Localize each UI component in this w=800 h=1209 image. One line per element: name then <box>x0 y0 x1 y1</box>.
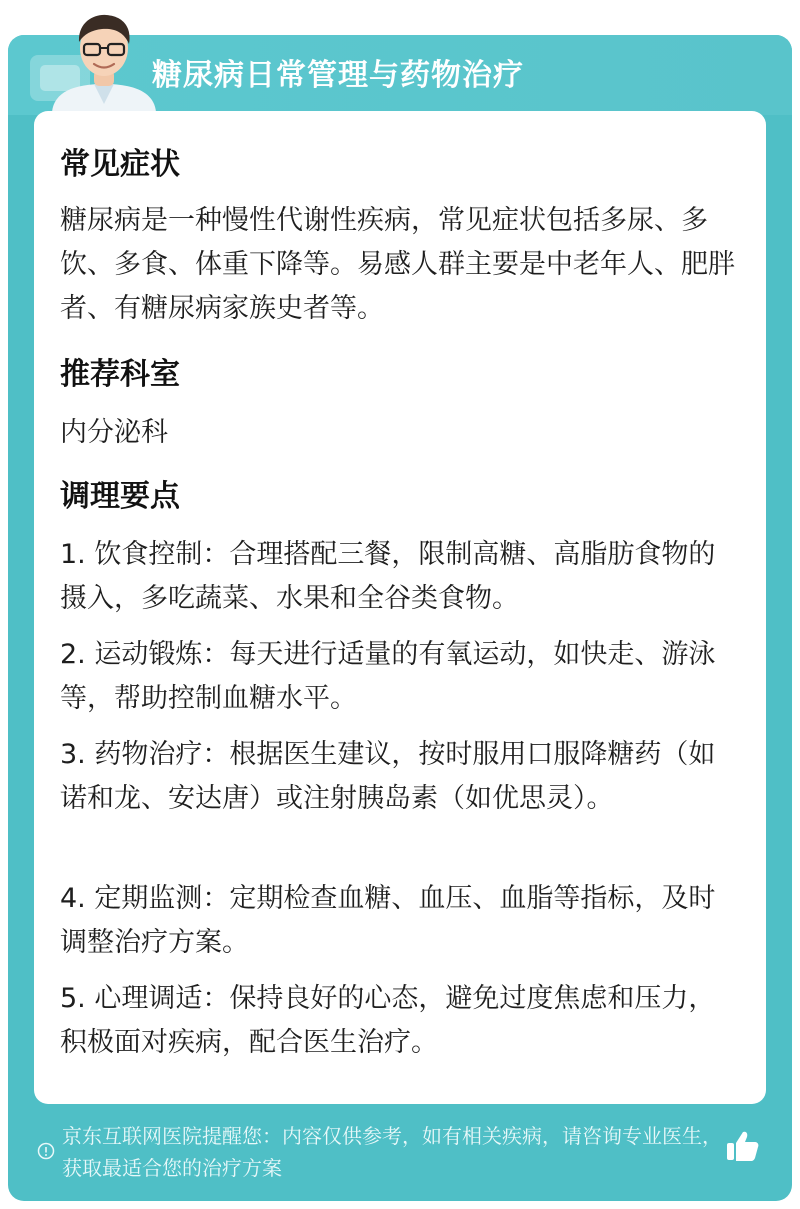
department-text: 内分泌科 <box>60 417 168 448</box>
thumbs-up-icon[interactable] <box>724 1128 760 1164</box>
page-title: 糖尿病日常管理与药物治疗 <box>152 58 524 93</box>
symptoms-heading: 常见症状 <box>60 147 180 182</box>
care-item: 2. 运动锻炼：每天进行适量的有氧运动，如快走、游泳等，帮助控制血糖水平。 <box>60 639 716 714</box>
care-item: 3. 药物治疗：根据医生建议，按时服用口服降糖药（如诺和龙、安达唐）或注射胰岛素（如优思灵）。 <box>60 739 716 814</box>
doctor-avatar-icon <box>44 8 164 112</box>
disclaimer-text: 京东互联网医院提醒您：内容仅供参考，如有相关疾病，请咨询专业医生，获取最适合您的治疗方案 <box>62 1124 722 1180</box>
content-card <box>34 111 766 1104</box>
care-heading: 调理要点 <box>60 479 180 514</box>
department-heading: 推荐科室 <box>60 357 180 392</box>
care-item: 5. 心理调适：保持良好的心态，避免过度焦虑和压力，积极面对疾病，配合医生治疗。 <box>60 983 716 1058</box>
care-item: 1. 饮食控制：合理搭配三餐，限制高糖、高脂肪食物的摄入，多吃蔬菜、水果和全谷类食物。 <box>60 539 716 614</box>
info-icon <box>37 1142 55 1160</box>
care-item: 4. 定期监测：定期检查血糖、血压、血脂等指标，及时调整治疗方案。 <box>60 883 716 958</box>
symptoms-text: 糖尿病是一种慢性代谢性疾病，常见症状包括多尿、多饮、多食、体重下降等。易感人群主要是中老年人、肥胖者、有糖尿病家族史者等。 <box>60 205 735 324</box>
